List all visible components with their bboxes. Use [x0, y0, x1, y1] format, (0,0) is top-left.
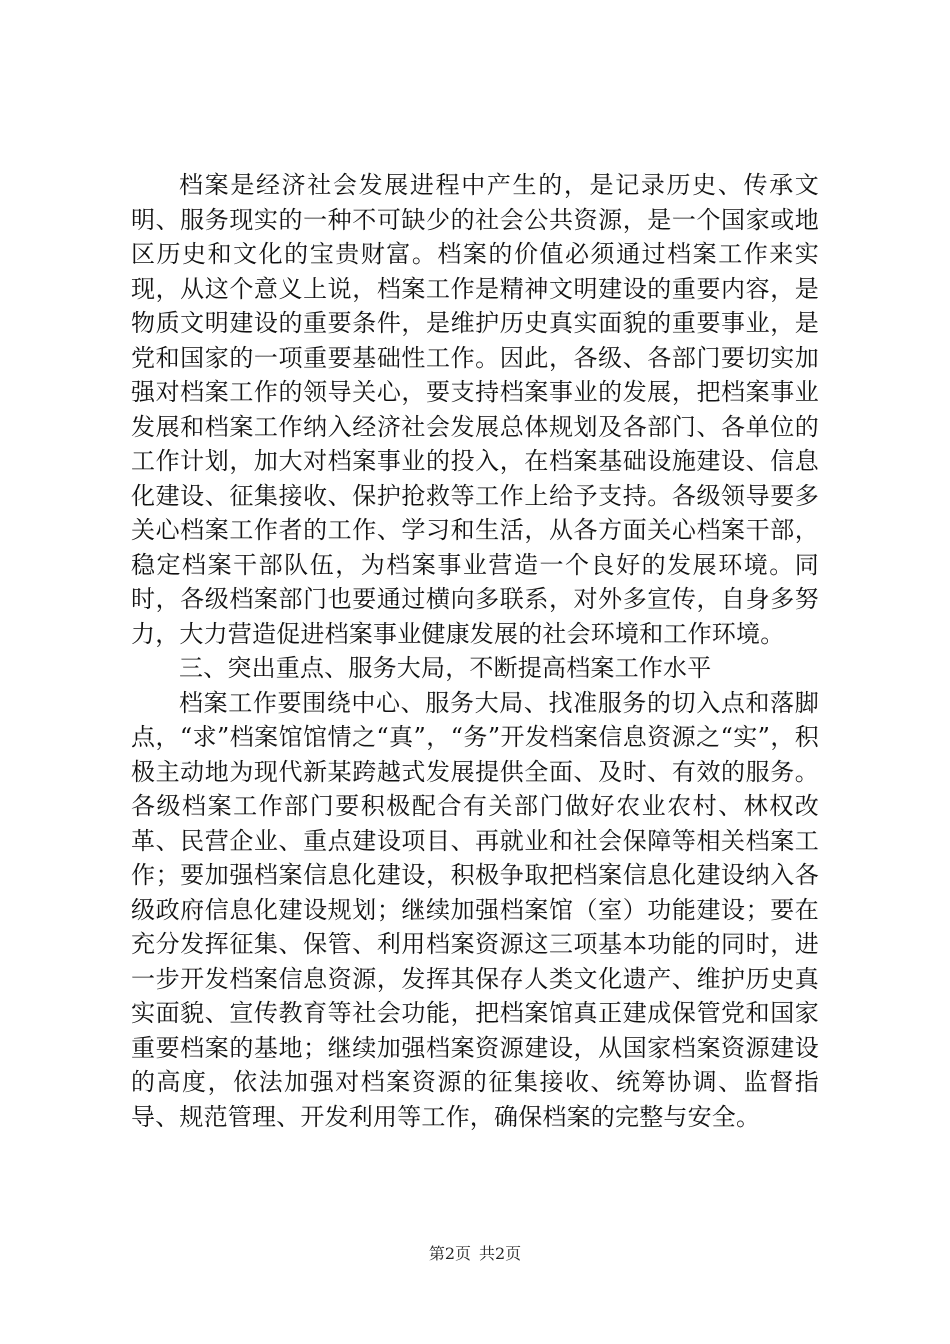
page-number: 第2页 [428, 1244, 471, 1263]
page-total: 共2页 [479, 1244, 522, 1263]
document-body [131, 168, 819, 1134]
page-footer [0, 1244, 950, 1264]
paragraph-archives-service: 档案工作要围绕中心、服务大局、找准服务的切入点和落脚点，“求”档案馆馆情之“真”，“务”开发档案信息资源之“实”，积极主动地为现代新某跨越式发展提供全面、及时、有效的服务。各级档案工作部门要积极配合有关部门做好农业农村、林权改革、民营企业、重点建设项目、再就业和社会保障等相关档案工作；要加强档案信息化建设，积极争取把档案信息化建设纳入各级政府信息化建设规划；继续加强档案馆（室）功能建设；要在充分发挥征集、保管、利用档案资源这三项基本功能的同时，进一步开发档案信息资源，发挥其保存人类文化遗产、维护历史真实面貌、宣传教育等社会功能，把档案馆真正建成保管党和国家重要档案的基地；继续加强档案资源建设，从国家档案资源建设的高度，依法加强对档案资源的征集接收、统筹协调、监督指导、规范管理、开发利用等工作，确保档案的完整与安全。 [131, 688, 819, 1131]
section-heading-three: 三、突出重点、服务大局，不断提高档案工作水平 [179, 654, 712, 682]
paragraph-archives-value: 档案是经济社会发展进程中产生的，是记录历史、传承文明、服务现实的一种不可缺少的社会公共资源，是一个国家或地区历史和文化的宝贵财富。档案的价值必须通过档案工作来实现，从这个意义上说，档案工作是精神文明建设的重要内容，是物质文明建设的重要条件，是维护历史真实面貌的重要事业，是党和国家的一项重要基础性工作。因此，各级、各部门要切实加强对档案工作的领导关心，要支持档案事业的发展，把档案事业发展和档案工作纳入经济社会发展总体规划及各部门、各单位的工作计划，加大对档案事业的投入，在档案基础设施建设、信息化建设、征集接收、保护抢救等工作上给予支持。各级领导要多关心档案工作者的工作、学习和生活，从各方面关心档案干部，稳定档案干部队伍，为档案事业营造一个良好的发展环境。同时，各级档案部门也要通过横向多联系，对外多宣传，自身多努力，大力营造促进档案事业健康发展的社会环境和工作环境。 [131, 171, 819, 648]
